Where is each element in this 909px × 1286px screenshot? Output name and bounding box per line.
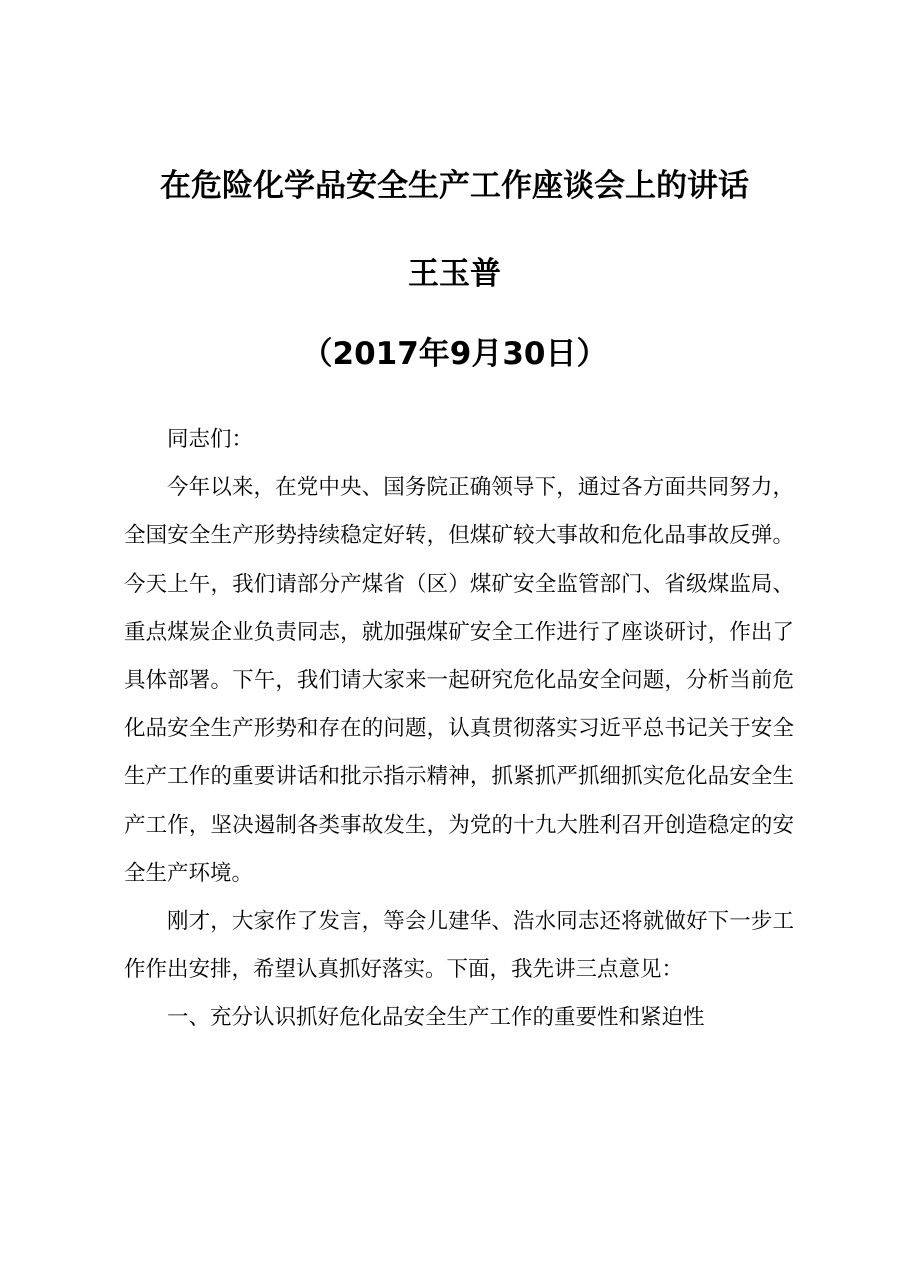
section-heading: 一、充分认识抓好危化品安全生产工作的重要性和紧迫性 <box>167 1005 705 1031</box>
speech-date: （2017年9月30日） <box>301 336 608 372</box>
salutation-paragraph: 同志们： <box>167 427 254 452</box>
body-paragraph: 今年以来，在党中央、国务院正确领导下，通过各方面共同努力，全国安全生产形势持续稳定好转，但煤矿较大事故和危化品事故反弹。今天上午，我们请部分产煤省（区）煤矿安全监管部门、省级煤监局、重点煤炭企业负责同志，就加强煤矿安全工作进行了座谈研讨，作出了具体部署。下午，我们请大家来一起研究危化品安全问题，分析当前危化品安全生产形势和存在的问题，认真贯彻落实习近平总书记关于安全生产工作的重要讲话和批示指示精神，抓紧抓严抓细抓实危化品安全生产工作，坚决遏制各类事故发生，为党的十九大胜利召开创造稳定的安全生产环境。 <box>124 475 794 886</box>
body-paragraph: 刚才，大家作了发言，等会儿建华、浩水同志还将就做好下一步工作作出安排，希望认真抓好落实。下面，我先讲三点意见： <box>124 909 794 983</box>
document-body <box>124 416 794 1043</box>
document-title: 在危险化学品安全生产工作座谈会上的讲话 <box>160 168 749 204</box>
author-name: 王玉普 <box>408 256 501 292</box>
